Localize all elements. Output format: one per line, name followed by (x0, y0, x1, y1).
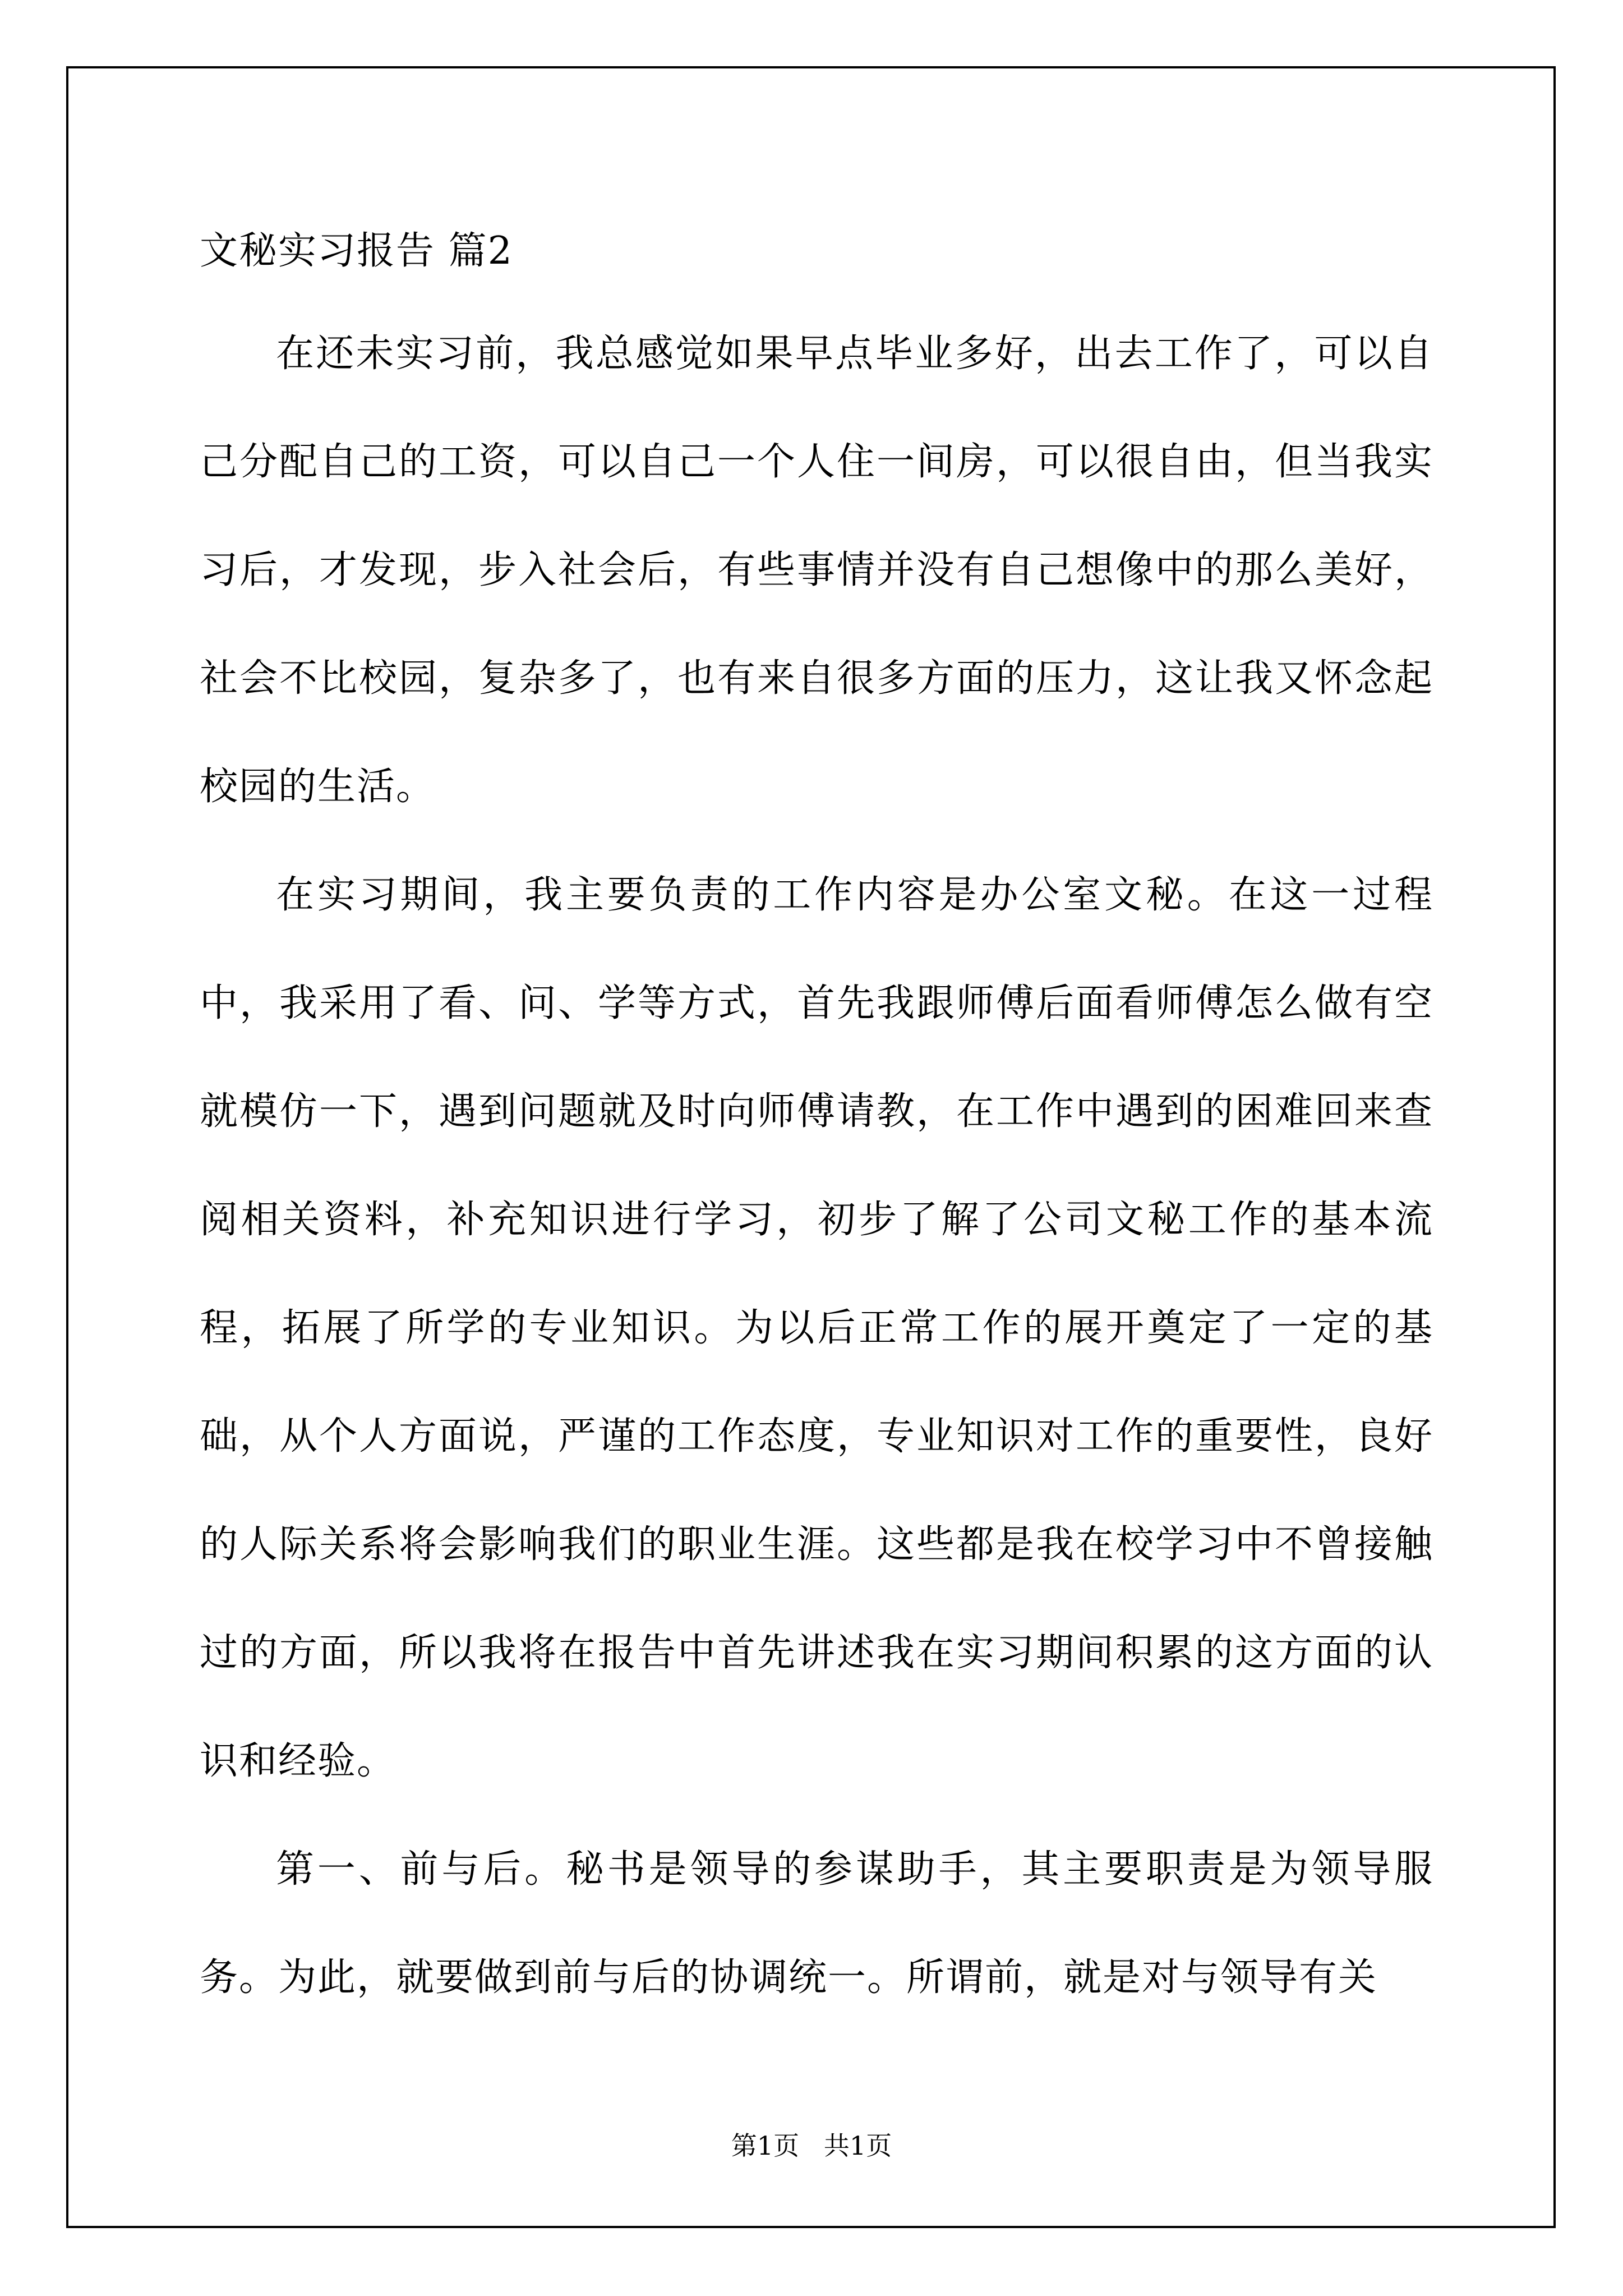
paragraph-3: 第一、前与后。秘书是领导的参谋助手，其主要职责是为领导服务。为此，就要做到前与后的协调统一。所谓前，就是对与领导有关 (200, 1847, 1433, 2000)
page-number-footer: 第1页 共1页 (731, 2131, 892, 2161)
paragraph-1: 在还未实习前，我总感觉如果早点毕业多好，出去工作了，可以自己分配自己的工资，可以自己一个人住一间房，可以很自由，但当我实习后，才发现，步入社会后，有些事情并没有自己想像中的那么美好，社会不比校园，复杂多了，也有来自很多方面的压力，这让我又怀念起校园的生活。 (200, 332, 1433, 809)
document-body (200, 224, 1433, 2032)
document-title: 文秘实习报告 篇2 (200, 229, 513, 273)
paragraph-2: 在实习期间，我主要负责的工作内容是办公室文秘。在这一过程中，我采用了看、问、学等方式，首先我跟师傅后面看师傅怎么做有空就模仿一下，遇到问题就及时向师傅请教，在工作中遇到的困难回来查阅相关资料，补充知识进行学习，初步了解了公司文秘工作的基本流程，拓展了所学的专业知识。为以后正常工作的展开奠定了一定的基础，从个人方面说，严谨的工作态度，专业知识对工作的重要性，良好的人际关系将会影响我们的职业生涯。这些都是我在校学习中不曾接触过的方面，所以我将在报告中首先讲述我在实习期间积累的这方面的认识和经验。 (200, 873, 1433, 1783)
